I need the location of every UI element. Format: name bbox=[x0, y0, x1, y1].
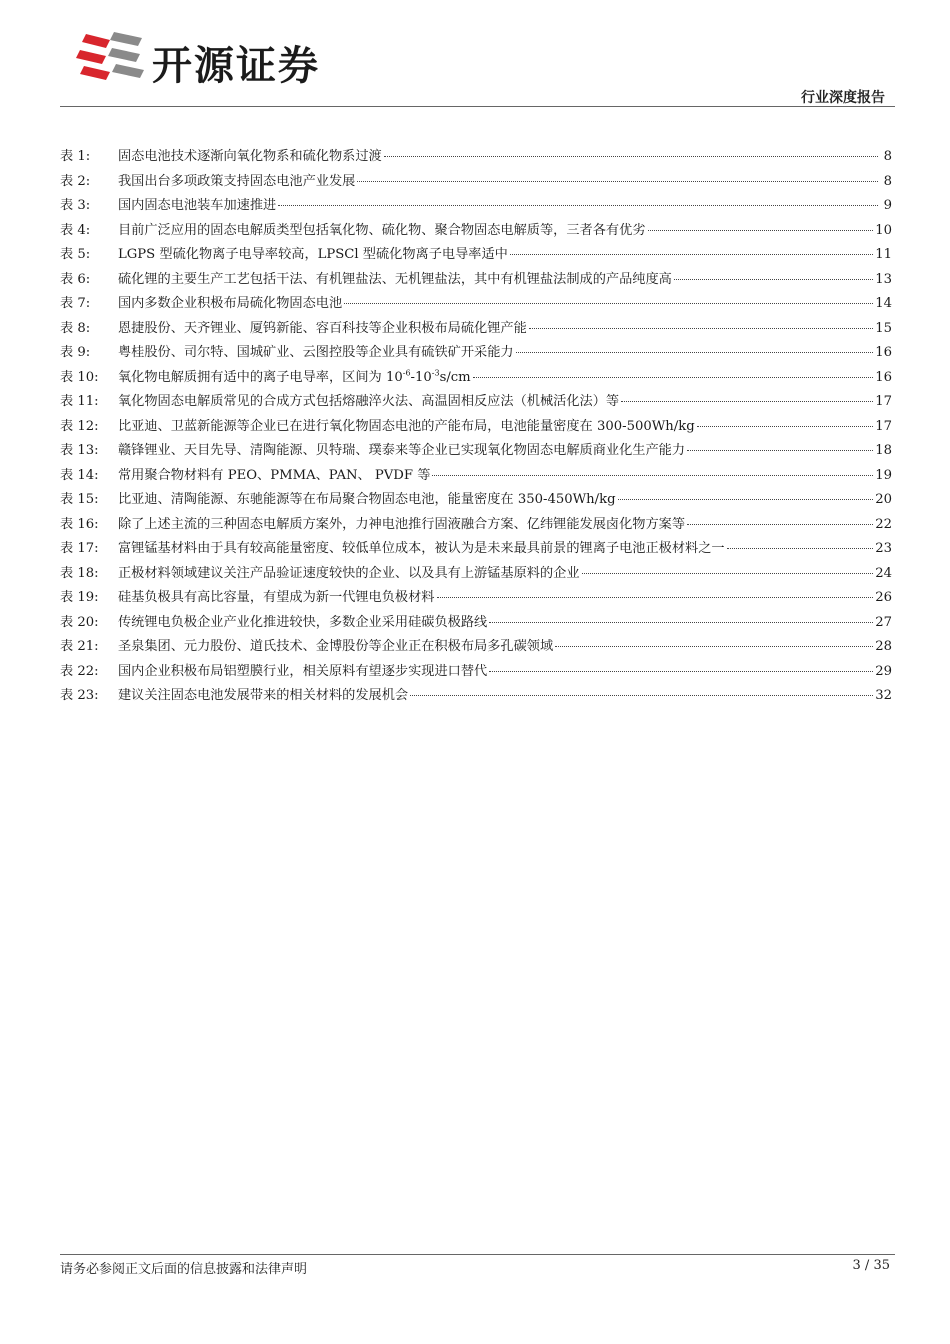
toc-entry-number: 表 22: bbox=[60, 663, 99, 679]
dot-leader bbox=[555, 646, 873, 647]
toc-entry-title: 传统锂电负极企业产业化推进较快，多数企业采用硅碳负极路线 bbox=[118, 614, 488, 630]
toc-entry[interactable] bbox=[60, 488, 892, 513]
dot-leader bbox=[582, 573, 874, 574]
dot-leader bbox=[687, 450, 873, 451]
toc-entry-page: 9 bbox=[883, 198, 892, 213]
toc-entry-number: 表 8: bbox=[60, 320, 91, 336]
toc-entry[interactable] bbox=[60, 366, 892, 391]
toc-entry[interactable] bbox=[60, 611, 892, 636]
toc-entry[interactable] bbox=[60, 268, 892, 293]
toc-entry-title: 国内多数企业积极布局硫化物固态电池 bbox=[118, 296, 343, 311]
toc-entry[interactable] bbox=[60, 537, 892, 562]
dot-leader bbox=[410, 695, 873, 696]
toc-entry-title: 硅基负极具有高比容量，有望成为新一代锂电负极材料 bbox=[118, 590, 435, 605]
toc-entry-number: 表 4: bbox=[60, 222, 91, 238]
toc-entry-title: 比亚迪、清陶能源、东驰能源等在布局聚合物固态电池，能量密度在 350-450Wh/kg bbox=[118, 492, 616, 507]
toc-entry-page: 18 bbox=[875, 443, 892, 458]
toc-entry-number: 表 14: bbox=[60, 467, 99, 483]
toc-entry[interactable] bbox=[60, 660, 892, 685]
dot-leader bbox=[344, 303, 873, 304]
toc-entry-page: 14 bbox=[875, 296, 892, 311]
toc-entry[interactable] bbox=[60, 317, 892, 342]
dot-leader bbox=[648, 230, 874, 231]
dot-leader bbox=[489, 671, 873, 672]
dot-leader bbox=[384, 156, 878, 157]
toc-entry-number: 表 15: bbox=[60, 492, 99, 507]
superscript-exponent: -6 bbox=[402, 368, 411, 378]
toc-entry[interactable] bbox=[60, 243, 892, 268]
dot-leader bbox=[618, 499, 874, 500]
toc-entry-number: 表 12: bbox=[60, 418, 99, 434]
toc-entry-title: LGPS 型硫化物离子电导率较高，LPSCl 型硫化物离子电导率适中 bbox=[118, 247, 508, 262]
toc-entry-number: 表 2: bbox=[60, 173, 91, 189]
toc-entry-title: 富锂锰基材料由于具有较高能量密度、较低单位成本，被认为是未来最具前景的锂离子电池正极材料之一 bbox=[118, 541, 725, 556]
dot-leader bbox=[727, 548, 874, 549]
toc-entry[interactable] bbox=[60, 684, 892, 709]
header-divider bbox=[60, 106, 895, 107]
toc-entry-page: 11 bbox=[875, 247, 892, 262]
dot-leader bbox=[697, 426, 874, 427]
toc-entry-title-part: 氧化物电解质拥有适中的离子电导率，区间为 10 bbox=[118, 369, 403, 385]
toc-entry-title: 目前广泛应用的固态电解质类型包括氧化物、硫化物、聚合物固态电解质等，三者各有优劣 bbox=[118, 222, 646, 238]
footer-divider bbox=[60, 1254, 895, 1255]
toc-entry[interactable] bbox=[60, 635, 892, 660]
toc-entry-title: 固态电池技术逐渐向氧化物系和硫化物系过渡 bbox=[118, 149, 382, 164]
toc-entry-number: 表 18: bbox=[60, 565, 99, 581]
toc-entry-number: 表 16: bbox=[60, 516, 99, 532]
toc-entry-title-part: -10 bbox=[410, 369, 432, 385]
toc-entry[interactable] bbox=[60, 219, 892, 244]
toc-entry[interactable] bbox=[60, 513, 892, 538]
toc-entry-page: 8 bbox=[883, 173, 892, 189]
dot-leader bbox=[437, 597, 874, 598]
toc-entry-page: 19 bbox=[875, 467, 892, 483]
toc-entry-page: 22 bbox=[875, 516, 892, 532]
toc-entry[interactable] bbox=[60, 194, 892, 219]
toc-entry-page: 29 bbox=[875, 663, 892, 679]
kaiyuan-logo-icon bbox=[76, 28, 146, 88]
toc-entry[interactable] bbox=[60, 390, 892, 415]
toc-entry-page: 26 bbox=[875, 590, 892, 605]
table-of-tables bbox=[60, 145, 892, 709]
toc-entry-page: 28 bbox=[875, 639, 892, 654]
toc-entry-page: 16 bbox=[875, 369, 892, 385]
dot-leader bbox=[529, 328, 873, 329]
toc-entry[interactable] bbox=[60, 586, 892, 611]
toc-entry-number: 表 7: bbox=[60, 296, 91, 311]
toc-entry[interactable] bbox=[60, 464, 892, 489]
footer-disclaimer: 请务必参阅正文后面的信息披露和法律声明 bbox=[60, 1262, 308, 1277]
dot-leader bbox=[674, 279, 873, 280]
toc-entry-page: 23 bbox=[875, 541, 892, 556]
report-type-label: 行业深度报告 bbox=[801, 90, 885, 106]
toc-entry-number: 表 21: bbox=[60, 639, 99, 654]
toc-entry-number: 表 11: bbox=[60, 394, 99, 409]
toc-entry-number: 表 13: bbox=[60, 443, 99, 458]
toc-entry-title: 我国出台多项政策支持固态电池产业发展 bbox=[118, 173, 356, 189]
toc-entry-title-part: s/cm bbox=[439, 369, 471, 385]
toc-entry-page: 27 bbox=[875, 614, 892, 630]
toc-entry-title: 氧化物固态电解质常见的合成方式包括熔融淬火法、高温固相反应法（机械活化法）等 bbox=[118, 394, 620, 409]
dot-leader bbox=[516, 352, 874, 353]
dot-leader bbox=[278, 205, 878, 206]
superscript-exponent: -3 bbox=[431, 368, 440, 378]
dot-leader bbox=[687, 524, 873, 525]
toc-entry-page: 8 bbox=[883, 149, 892, 164]
toc-entry-title: 除了上述主流的三种固态电解质方案外，力神电池推行固液融合方案、亿纬锂能发展卤化物方案等 bbox=[118, 516, 686, 532]
toc-entry[interactable] bbox=[60, 170, 892, 195]
toc-entry[interactable] bbox=[60, 439, 892, 464]
dot-leader bbox=[473, 377, 874, 378]
toc-entry-title: 建议关注固态电池发展带来的相关材料的发展机会 bbox=[118, 688, 409, 703]
page-header bbox=[0, 0, 950, 110]
toc-entry[interactable] bbox=[60, 145, 892, 170]
toc-entry-title: 恩捷股份、天齐锂业、厦钨新能、容百科技等企业积极布局硫化锂产能 bbox=[118, 320, 527, 336]
toc-entry-page: 10 bbox=[875, 222, 892, 238]
toc-entry-title: 国内企业积极布局铝塑膜行业，相关原料有望逐步实现进口替代 bbox=[118, 663, 488, 679]
toc-entry-number: 表 3: bbox=[60, 198, 91, 213]
toc-entry-title: 赣锋锂业、天目先导、清陶能源、贝特瑞、璞泰来等企业已实现氧化物固态电解质商业化生产能力 bbox=[118, 443, 686, 458]
toc-entry-title: 国内固态电池装车加速推进 bbox=[118, 198, 277, 213]
dot-leader bbox=[489, 622, 873, 623]
toc-entry-title: 粤桂股份、司尔特、国城矿业、云图控股等企业具有硫铁矿开采能力 bbox=[118, 345, 514, 360]
toc-entry[interactable] bbox=[60, 415, 892, 440]
toc-entry-number: 表 20: bbox=[60, 614, 99, 630]
toc-entry-number: 表 9: bbox=[60, 345, 91, 360]
dot-leader bbox=[432, 475, 873, 476]
dot-leader bbox=[621, 401, 873, 402]
toc-entry-number: 表 19: bbox=[60, 590, 99, 605]
toc-entry-number: 表 10: bbox=[60, 369, 99, 385]
toc-entry-page: 16 bbox=[875, 345, 892, 360]
brand-name: 开源证券 bbox=[152, 43, 320, 89]
toc-entry-number: 表 23: bbox=[60, 688, 99, 703]
toc-entry-number: 表 1: bbox=[60, 149, 91, 164]
toc-entry-title: 圣泉集团、元力股份、道氏技术、金博股份等企业正在积极布局多孔碳领域 bbox=[118, 639, 554, 654]
toc-entry-page: 32 bbox=[875, 688, 892, 703]
toc-entry-title: 硫化锂的主要生产工艺包括干法、有机锂盐法、无机锂盐法，其中有机锂盐法制成的产品纯度高 bbox=[118, 271, 672, 287]
toc-entry-number: 表 5: bbox=[60, 247, 91, 262]
dot-leader bbox=[510, 254, 873, 255]
toc-entry-number: 表 6: bbox=[60, 271, 91, 287]
page-number: 3 / 35 bbox=[852, 1258, 890, 1273]
toc-entry-page: 24 bbox=[875, 565, 892, 581]
toc-entry[interactable] bbox=[60, 562, 892, 587]
toc-entry[interactable] bbox=[60, 292, 892, 317]
toc-entry-title: 常用聚合物材料有 PEO、PMMA、PAN、 PVDF 等 bbox=[118, 467, 431, 483]
toc-entry-page: 17 bbox=[875, 418, 892, 434]
toc-entry-title bbox=[112, 366, 471, 385]
toc-entry[interactable] bbox=[60, 341, 892, 366]
toc-entry-title: 比亚迪、卫蓝新能源等企业已在进行氧化物固态电池的产能布局，电池能量密度在 300-500Wh/kg bbox=[118, 418, 695, 434]
toc-entry-page: 15 bbox=[875, 320, 892, 336]
toc-entry-page: 13 bbox=[875, 271, 892, 287]
toc-entry-title: 正极材料领域建议关注产品验证速度较快的企业、以及具有上游锰基原料的企业 bbox=[118, 565, 580, 581]
toc-entry-number: 表 17: bbox=[60, 541, 99, 556]
toc-entry-page: 17 bbox=[875, 394, 892, 409]
toc-entry-page: 20 bbox=[875, 492, 892, 507]
dot-leader bbox=[357, 181, 878, 182]
